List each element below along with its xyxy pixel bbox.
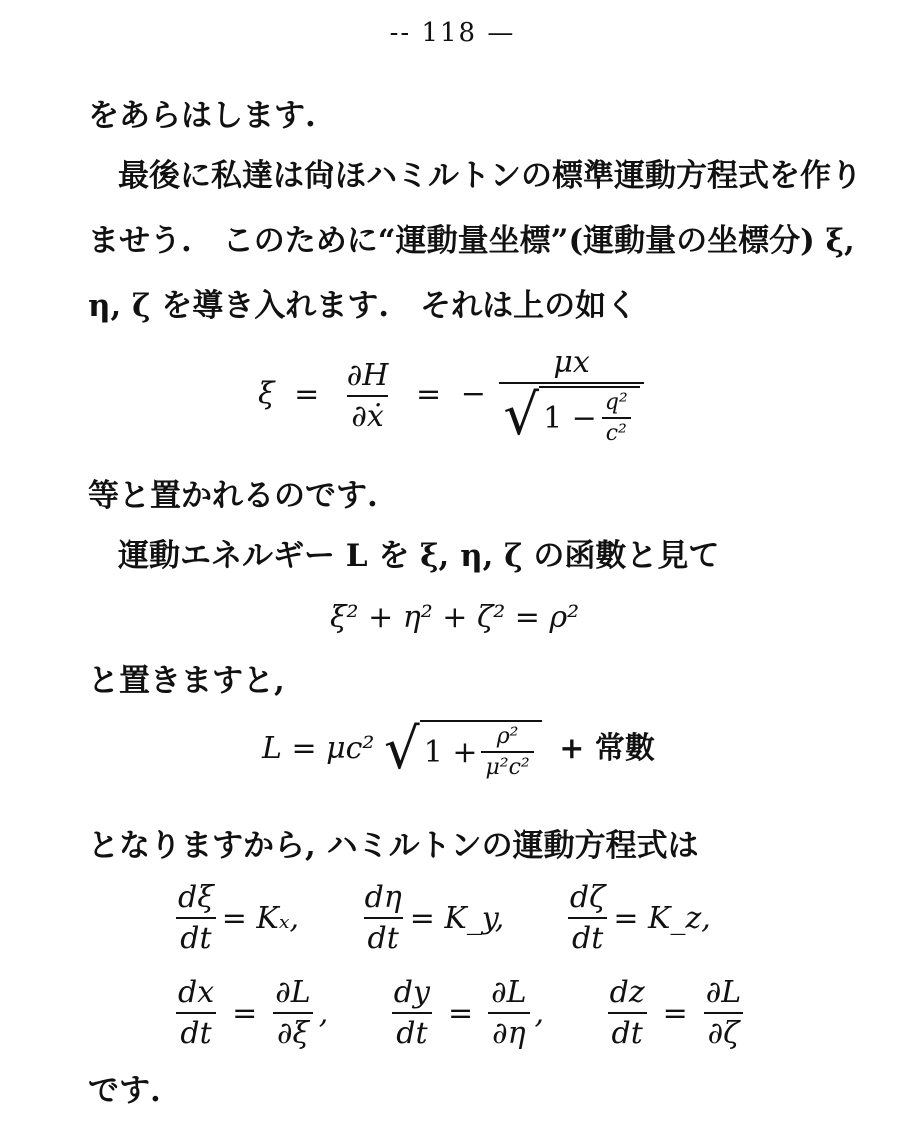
eq1-den1: ∂ẋ [347,395,387,434]
eq3-sqrt [384,717,542,782]
equation-kinetic-energy [262,717,655,782]
text-line-8: となりますから, ハミルトンの運動方程式は [88,828,699,864]
eq4-1-den: dt [364,917,403,956]
eq1-partial-fraction [343,358,393,434]
eq5-1-tail: , [534,995,545,1031]
eq4-1-rhs: = K_y, [409,900,505,936]
eq1-main-fraction [499,345,643,446]
eq1-lhs: ξ [258,376,275,412]
eq3-rest: + 常數 [559,731,655,766]
eq5-1-den: dt [392,1012,431,1051]
eq1-rad-one: 1 − [543,400,597,436]
eq4-item-eta [357,880,505,956]
text-line-5: 等と置かれるのです. [88,478,378,514]
eq4-item-xi [170,880,299,956]
eq5-2-den: dt [608,1012,647,1051]
text-line-4: η, ζ を導き入れます. それは上の如く [88,288,638,324]
eq3-rad-den: μ²c² [481,751,533,780]
eq4-2-num: dζ [569,880,606,915]
eq1-rad-num: q² [604,390,628,415]
eq1-num2: μx [553,345,590,380]
eq4-1-num: dη [364,880,402,915]
radical-sign-icon: √ [503,383,540,448]
eq5-2-num: dz [609,975,645,1010]
eq5-item-y: $\frac{dy}{dt}$ = $\frac{\partial L}{\partial\eta}$ , [386,975,544,1051]
eq5-1-rhs-den: ∂η [488,1012,530,1051]
eq1-equals-1: = [294,376,320,412]
text-line-6: 運動エネルギー L を ξ, η, ζ の函數と見て [118,538,720,574]
eq5-1-num: dy [393,975,430,1010]
eq4-item-zeta [562,880,711,956]
equation-row-momentum-derivatives [170,880,759,956]
text-line-9: です. [88,1073,161,1109]
eq1-num1: ∂H [346,357,389,393]
eq1-equals-2: = [416,376,442,412]
eq5-1-rhs-num: ∂L [491,975,527,1010]
eq5-0-rhs-den: ∂ξ [273,1012,313,1051]
text-line-3: ませう. このために“運動量坐標”(運動量の坐標分) ξ, [88,223,855,259]
eq1-sqrt [503,383,639,448]
eq1-rad-den: c² [602,417,631,446]
eq5-0-tail: , [318,995,329,1031]
eq4-2-rhs: = K_z, [613,900,711,936]
radical-sign-icon: √ [384,717,420,782]
eq3-rad-one: 1 + [423,734,478,770]
eq4-0-num: dξ [178,880,214,915]
text-line-2: 最後に私達は尙ほハミルトンの標準運動方程式を作り [118,158,862,194]
eq5-2-rhs-den: ∂ζ [704,1012,744,1051]
text-line-7: と置きますと, [88,663,285,699]
eq5-0-rhs-num: ∂L [275,975,311,1010]
eq5-item-z: $\frac{dz}{dt}$ = $\frac{\partial L}{\partial\zeta}$ [602,975,750,1051]
eq4-0-den: dt [176,917,215,956]
equation-momentum-sum: ξ² + η² + ζ² = ρ² [330,600,580,635]
eq5-0-den: dt [176,1012,215,1051]
text-line-1: をあらはします. [88,98,316,134]
eq3-rad-num: ρ² [496,724,519,749]
eq3-lhs: L = μc² [262,731,375,766]
eq5-item-x: $\frac{dx}{dt}$ = $\frac{\partial L}{\partial\xi}$ , [170,975,328,1051]
page-number: -- 118 — [389,18,516,48]
equation-xi-definition: ξ = $\frac{\partial H}{\text{∂ẋ}}$ = − μx √ 1 − $\frac{\text{q²}}{\text{c²}}$ [258,345,648,446]
eq5-0-num: dx [178,975,215,1010]
eq4-2-den: dt [568,917,607,956]
eq5-2-rhs-num: ∂L [705,975,742,1010]
equation-row-position-derivatives [170,975,797,1051]
eq4-0-rhs: = Kₓ, [221,900,300,936]
